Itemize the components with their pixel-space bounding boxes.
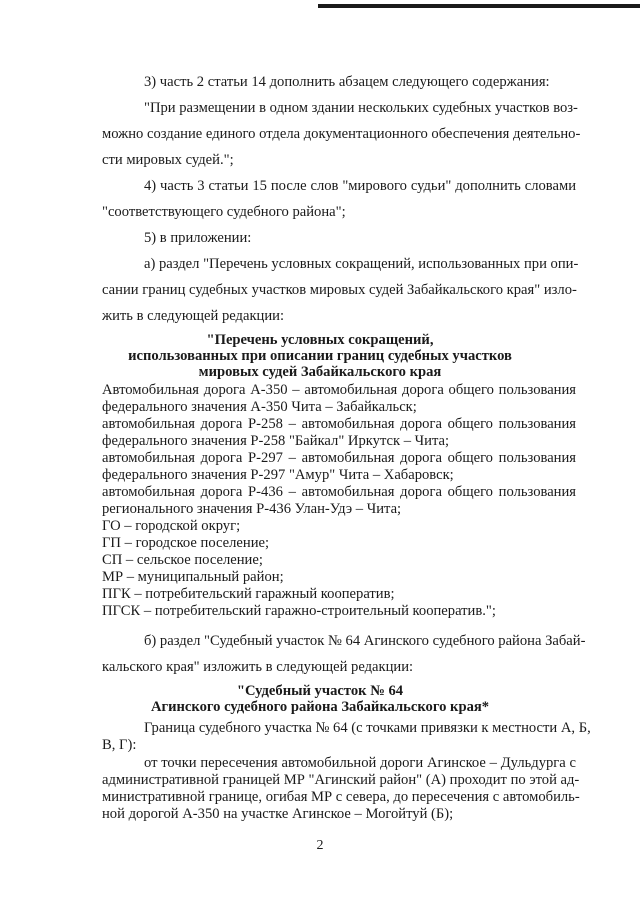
amendment-5a-line: жить в следующей редакции: (102, 308, 285, 324)
boundary-line: ной дорогой А-350 на участке Агинское – Могойтуй (Б); (102, 806, 454, 822)
amendment-b-line: кальского края" изложить в следующей редакции: (102, 659, 414, 675)
amendment-4-line: "соответствующего судебного района"; (102, 204, 346, 220)
abbrev-list-line: федерального значения Р-297 "Амур" Чита – Хабаровск; (102, 467, 454, 483)
abbrev-list-line: ГП – городское поселение; (102, 535, 270, 551)
abbrev-list-line: СП – сельское поселение; (102, 552, 263, 568)
amendment-3-quote-line: сти мировых судей."; (102, 152, 234, 168)
abbrev-list-line: ГО – городской округ; (102, 518, 241, 534)
abbrev-list-line: ПГСК – потребительский гаражно-строительный кооператив."; (102, 603, 496, 619)
boundary-line: министративной границе, огибая МР с севера, до пересечения с автомобиль- (102, 789, 580, 805)
amendment-5-intro: 5) в приложении: (144, 230, 252, 246)
abbrev-heading-line: мировых судей Забайкальского края (198, 364, 442, 380)
abbrev-list-line: ПГК – потребительский гаражный кооператив; (102, 586, 395, 602)
amendment-b-line: б) раздел "Судебный участок № 64 Агинского судебного района Забай- (144, 633, 586, 649)
district-heading-line: "Судебный участок № 64 (236, 683, 404, 699)
page-number: 2 (316, 838, 324, 853)
amendment-3-intro: 3) часть 2 статьи 14 дополнить абзацем следующего содержания: (144, 74, 550, 90)
abbrev-list-line: федерального значения А-350 Чита – Забайкальск; (102, 399, 417, 415)
abbrev-heading-line: использованных при описании границ судебных участков (128, 348, 512, 364)
boundary-line: В, Г): (102, 737, 137, 753)
abbrev-list-line: регионального значения Р-436 Улан-Удэ – Чита; (102, 501, 402, 517)
abbrev-heading-line: "Перечень условных сокращений, (206, 332, 434, 348)
abbrev-list-line: Автомобильная дорога А-350 – автомобильная дорога общего пользования (102, 382, 576, 398)
abbrev-list-line: МР – муниципальный район; (102, 569, 284, 585)
boundary-line: от точки пересечения автомобильной дороги Агинское – Дульдурга с (144, 755, 576, 771)
amendment-3-quote-line: "При размещении в одном здании нескольких судебных участков воз- (144, 100, 578, 116)
amendment-4-line: 4) часть 3 статьи 15 после слов "мирового судьи" дополнить словами (144, 178, 576, 194)
amendment-5a-line: а) раздел "Перечень условных сокращений, использованных при опи- (144, 256, 579, 272)
district-heading-line: Агинского судебного района Забайкальского края* (150, 699, 490, 715)
abbrev-list-line: федерального значения Р-258 "Байкал" Иркутск – Чита; (102, 433, 450, 449)
amendment-3-quote-line: можно создание единого отдела документационного обеспечения деятельно- (102, 126, 581, 142)
scan-edge-line (318, 4, 640, 8)
amendment-5a-line: сании границ судебных участков мировых судей Забайкальского края" изло- (102, 282, 577, 298)
abbrev-list-line: автомобильная дорога Р-436 – автомобильная дорога общего пользования (102, 484, 576, 500)
boundary-line: Граница судебного участка № 64 (с точками привязки к местности А, Б, (144, 720, 591, 736)
boundary-line: административной границей МР "Агинский район" (А) проходит по этой ад- (102, 772, 580, 788)
abbrev-list-line: автомобильная дорога Р-258 – автомобильная дорога общего пользования (102, 416, 576, 432)
abbrev-list-line: автомобильная дорога Р-297 – автомобильная дорога общего пользования (102, 450, 576, 466)
